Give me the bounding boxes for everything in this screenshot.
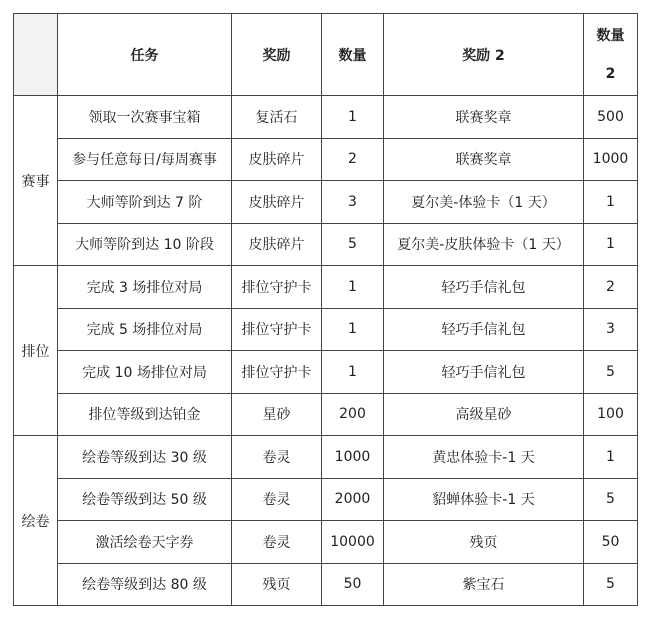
- cell-task: 绘卷等级到达 30 级: [58, 436, 232, 479]
- cell-task: 领取一次赛事宝箱: [58, 96, 232, 139]
- cell-qty2: 1: [584, 436, 638, 479]
- cell-reward: 排位守护卡: [232, 308, 322, 351]
- cell-qty: 1: [322, 266, 384, 309]
- cell-reward2: 轻巧手信礼包: [384, 351, 584, 394]
- cell-task: 绘卷等级到达 50 级: [58, 478, 232, 521]
- cell-qty: 1: [322, 308, 384, 351]
- cell-reward: 排位守护卡: [232, 351, 322, 394]
- header-reward2: 奖励 2: [384, 14, 584, 96]
- table-row: [14, 563, 638, 606]
- rewards-table: [13, 13, 638, 606]
- cell-qty2: 5: [584, 563, 638, 606]
- cell-qty: 200: [322, 393, 384, 436]
- cell-qty: 2: [322, 138, 384, 181]
- table-row: [14, 436, 638, 479]
- cell-task: 排位等级到达铂金: [58, 393, 232, 436]
- cell-qty: 3: [322, 181, 384, 224]
- cell-qty2: 5: [584, 478, 638, 521]
- cell-reward2: 轻巧手信礼包: [384, 266, 584, 309]
- cell-task: 激活绘卷天字券: [58, 521, 232, 564]
- cell-reward: 排位守护卡: [232, 266, 322, 309]
- table-row: [14, 138, 638, 181]
- cell-reward2: 貂蝉体验卡-1 天: [384, 478, 584, 521]
- cell-qty2: 2: [584, 266, 638, 309]
- cell-reward: 卷灵: [232, 478, 322, 521]
- cell-reward: 复活石: [232, 96, 322, 139]
- cell-qty2: 1: [584, 223, 638, 266]
- header-reward: 奖励: [232, 14, 322, 96]
- table-row: [14, 308, 638, 351]
- table-row: [14, 181, 638, 224]
- cell-reward: 卷灵: [232, 436, 322, 479]
- cell-qty: 1: [322, 351, 384, 394]
- cell-task: 参与任意每日/每周赛事: [58, 138, 232, 181]
- cell-reward: 皮肤碎片: [232, 181, 322, 224]
- cell-qty2: 3: [584, 308, 638, 351]
- cell-reward2: 黄忠体验卡-1 天: [384, 436, 584, 479]
- table-row: [14, 266, 638, 309]
- header-qty: 数量: [322, 14, 384, 96]
- cell-reward: 残页: [232, 563, 322, 606]
- cell-qty: 10000: [322, 521, 384, 564]
- cell-qty: 50: [322, 563, 384, 606]
- cell-task: 完成 3 场排位对局: [58, 266, 232, 309]
- table-row: [14, 521, 638, 564]
- header-row: [14, 14, 638, 96]
- cell-reward2: 高级星砂: [384, 393, 584, 436]
- cell-reward: 皮肤碎片: [232, 223, 322, 266]
- header-qty2-line2: 2: [605, 65, 616, 82]
- table-body: [14, 96, 638, 606]
- cell-reward2: 残页: [384, 521, 584, 564]
- cell-task: 绘卷等级到达 80 级: [58, 563, 232, 606]
- header-task: 任务: [58, 14, 232, 96]
- table-row: [14, 223, 638, 266]
- group-label: 绘卷: [14, 436, 58, 606]
- cell-qty2: 500: [584, 96, 638, 139]
- cell-qty2: 1000: [584, 138, 638, 181]
- cell-reward: 星砂: [232, 393, 322, 436]
- cell-qty2: 50: [584, 521, 638, 564]
- table-row: [14, 96, 638, 139]
- header-qty2-line1: 数量: [596, 27, 625, 44]
- cell-reward: 卷灵: [232, 521, 322, 564]
- cell-reward2: 联赛奖章: [384, 96, 584, 139]
- cell-reward2: 轻巧手信礼包: [384, 308, 584, 351]
- cell-task: 完成 5 场排位对局: [58, 308, 232, 351]
- group-label: 赛事: [14, 96, 58, 266]
- corner-cell: [14, 14, 58, 96]
- group-label: 排位: [14, 266, 58, 436]
- cell-task: 大师等阶到达 10 阶段: [58, 223, 232, 266]
- cell-reward2: 夏尔美-体验卡（1 天）: [384, 181, 584, 224]
- cell-reward2: 联赛奖章: [384, 138, 584, 181]
- cell-qty: 5: [322, 223, 384, 266]
- table-row: [14, 478, 638, 521]
- cell-task: 完成 10 场排位对局: [58, 351, 232, 394]
- cell-reward2: 紫宝石: [384, 563, 584, 606]
- cell-qty: 1: [322, 96, 384, 139]
- cell-qty2: 5: [584, 351, 638, 394]
- cell-qty: 1000: [322, 436, 384, 479]
- cell-qty2: 100: [584, 393, 638, 436]
- cell-task: 大师等阶到达 7 阶: [58, 181, 232, 224]
- table-row: [14, 393, 638, 436]
- cell-qty: 2000: [322, 478, 384, 521]
- table-row: [14, 351, 638, 394]
- header-qty2: [584, 14, 638, 96]
- cell-reward: 皮肤碎片: [232, 138, 322, 181]
- cell-reward2: 夏尔美-皮肤体验卡（1 天）: [384, 223, 584, 266]
- cell-qty2: 1: [584, 181, 638, 224]
